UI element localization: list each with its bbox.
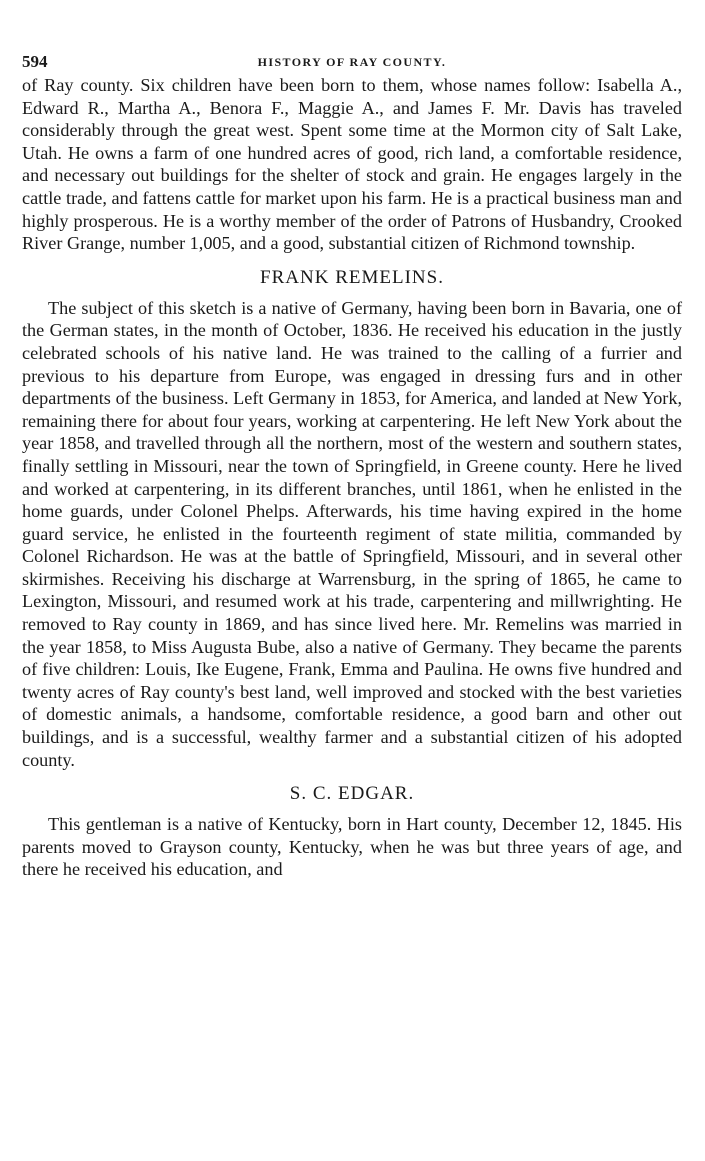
running-title: HISTORY OF RAY COUNTY. [257,55,447,69]
book-page [22,48,682,881]
heading-frank-remelins: FRANK REMELINS. [260,266,444,288]
heading-sc-edgar: S. C. EDGAR. [289,783,415,805]
paragraph-frank-remelins: The subject of this sketch is a native of Germany, having been born in Bavaria, one of the German states, in the month of October, 1836. He received his education in the justly celebrated schools of his native land. He was trained to the calling of a furrier and previous to his departure from Europe, was engaged in dressing furs and in other departments of the business. Left Germany in 1853, for America, and landed at New York, remaining there for about four years, working at carpentering. He left New York about the year 1858, and travelled through all the northern, most of the western and southern states, finally settling in Missouri, near the town of Springfield, in Greene county. Here he lived and worked at carpentering, in its different branches, until 1861, when he enlisted in the home guards, under Colonel Phelps. Afterwards, his time having expired in the home guard service, he enlisted in the fourteenth regiment of state militia, commanded by Colonel Richardson. He was at the battle of Springfield, Missouri, and in several other skirmishes. Receiving his discharge at Warrensburg, in the spring of 1865, he came to Lexington, Missouri, and resumed work at his trade, carpentering and millwrighting. He removed to Ray county in 1869, and has since lived here. Mr. Remelins was married in the year 1858, to Miss Augusta Bube, also a native of Germany. They became the parents of five children: Louis, Ike Eugene, Frank, Emma and Paulina. He owns five hundred and twenty acres of Ray county's best land, well improved and stocked with the best varieties of domestic animals, a handsome, comfortable residence, a good barn and other out buildings, and is a successful, wealthy farmer and a substantial citizen of his adopted county. [22,297,682,770]
paragraph-davis-continued: of Ray county. Six children have been born to them, whose names follow: Isabella A., Edward R., Martha A., Benora F., Maggie A., and James F. Mr. Davis has traveled considerably through the great west. Spent some time at the Mormon city of Salt Lake, Utah. He owns a farm of one hundred acres of good, rich land, a comfortable residence, and necessary out buildings for the shelter of stock and grain. He engages largely in the cattle trade, and fattens cattle for market upon his farm. He is a practical business man and highly prosperous. He is a worthy member of the order of Patrons of Husbandry, Crooked River Grange, number 1,005, and a good, substantial citizen of Richmond township. [22,75,682,254]
page-number: 594 [22,52,48,71]
paragraph-sc-edgar: This gentleman is a native of Kentucky, born in Hart county, December 12, 1845. His parents moved to Grayson county, Kentucky, when he was but three years of age, and there he received his education, and [22,814,682,880]
page-header [22,48,682,74]
